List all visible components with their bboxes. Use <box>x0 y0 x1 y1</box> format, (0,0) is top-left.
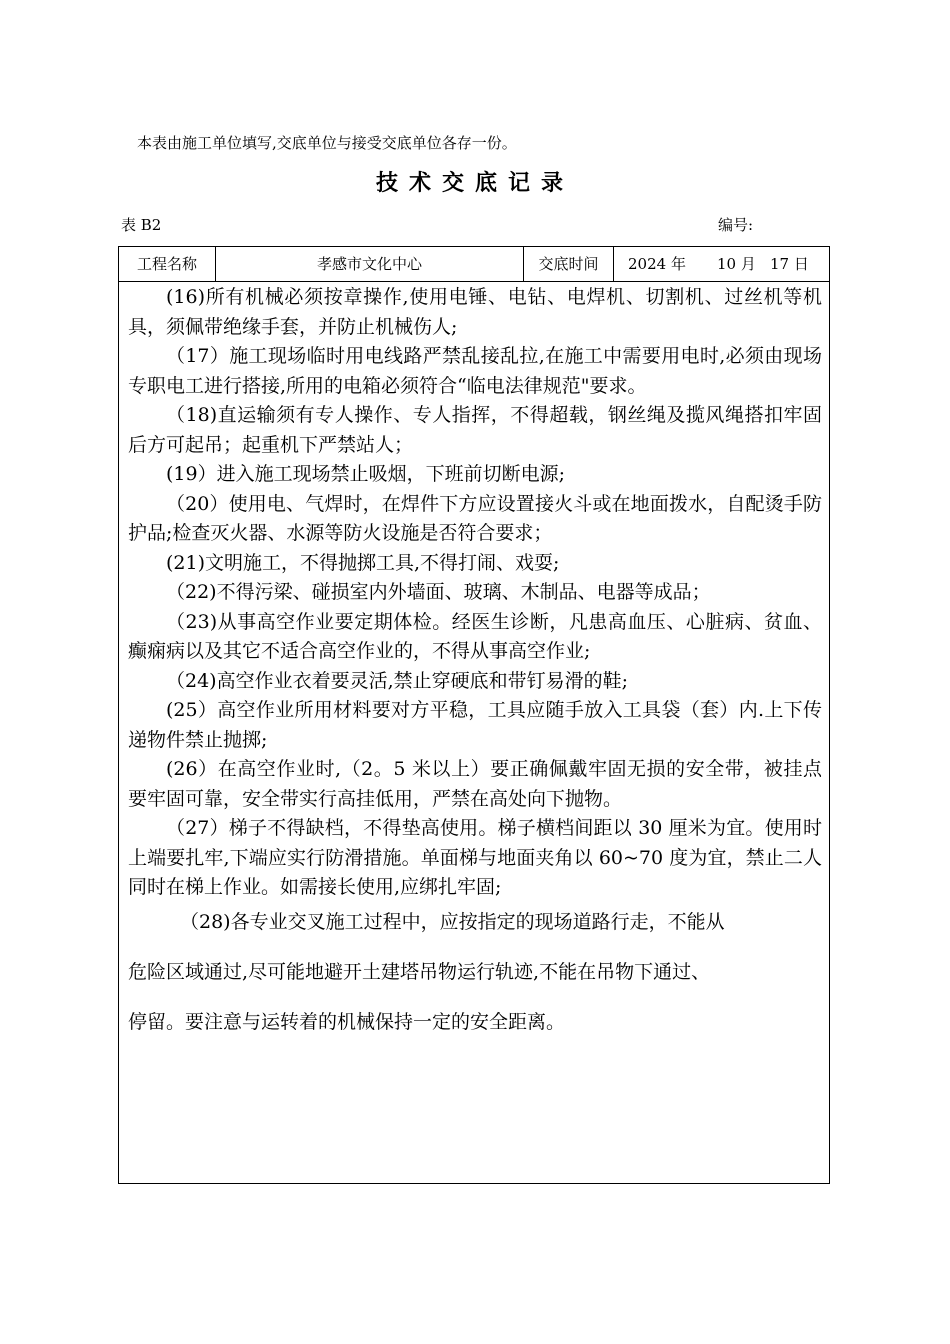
clause-24: （24)高空作业衣着要灵活,禁止穿硬底和带钉易滑的鞋; <box>166 669 629 692</box>
project-name-label: 工程名称 <box>119 247 216 281</box>
clause-18: （18)直运输须有专人操作、专人指挥，不得超载，钢丝绳及揽风绳搭扣牢固后方可起吊；起重机下严禁站人； <box>128 404 822 456</box>
clause-26: (26）在高空作业时,（2。5 米以上）要正确佩戴牢固无损的安全带，被挂点要牢固可靠，安全带实行高挂低用，严禁在高处向下抛物。 <box>128 758 822 810</box>
clause-28-line-3: 停留。要注意与运转着的机械保持一定的安全距离。 <box>128 1011 566 1033</box>
record-table <box>118 246 830 1184</box>
form-note: 本表由施工单位填写,交底单位与接受交底单位各存一份。 <box>137 134 517 152</box>
date-day: 17 日 <box>770 255 809 273</box>
clause-22: （22)不得污梁、碰损室内外墙面、玻璃、木制品、电器等成品； <box>166 581 711 603</box>
disclosure-time-label: 交底时间 <box>524 247 614 281</box>
clause-28-line-2: 危险区域通过,尽可能地避开土建塔吊物运行轨迹,不能在吊物下通过、 <box>128 961 711 983</box>
disclosure-date <box>614 247 829 281</box>
clause-17: （17）施工现场临时用电线路严禁乱接乱拉,在施工中需要用电时,必须由现场专职电工进行搭接,所用的电箱必须符合“临电法律规范"要求。 <box>128 345 822 397</box>
clause-21: (21)文明施工，不得抛掷工具,不得打闹、戏耍; <box>166 551 560 574</box>
clause-28 <box>128 897 822 1047</box>
clause-25: (25）高空作业所用材料要对方平稳，工具应随手放入工具袋（套）内.上下传递物件禁止抛掷; <box>128 699 822 751</box>
form-number: 表 B2 <box>121 216 162 234</box>
clause-28-line-1: （28)各专业交叉施工过程中，应按指定的现场道路行走，不能从 <box>180 911 725 933</box>
serial-number-label: 编号: <box>718 216 754 234</box>
clause-20: （20）使用电、气焊时，在焊件下方应设置接火斗或在地面拨水，自配烫手防护品;检查灭火器、水源等防火设施是否符合要求； <box>128 492 822 544</box>
date-year: 2024 年 <box>628 255 686 273</box>
header-row <box>119 247 829 282</box>
project-name-value: 孝感市文化中心 <box>216 247 524 281</box>
clause-23: （23)从事高空作业要定期体检。经医生诊断，凡患高血压、心脏病、贫血、癫痫病以及其它不适合高空作业的，不得从事高空作业; <box>128 610 822 662</box>
clause-19: (19）进入施工现场禁止吸烟，下班前切断电源; <box>166 463 565 485</box>
clause-27: （27）梯子不得缺档，不得垫高使用。梯子横档间距以 30 厘米为宜。使用时上端要扎牢,下端应实行防滑措施。单面梯与地面夹角以 60~70 度为宜，禁止二人同时在梯上作业。如需接长使用,应绑扎牢固; <box>128 817 822 898</box>
disclosure-content <box>128 283 822 903</box>
date-month: 10 月 <box>717 255 756 273</box>
clause-16: (16)所有机械必须按章操作,使用电锤、电钻、电焊机、切割机、过丝机等机具，须佩带绝缘手套，并防止机械伤人; <box>128 286 822 338</box>
page-title: 技术交底记录 <box>375 171 574 196</box>
